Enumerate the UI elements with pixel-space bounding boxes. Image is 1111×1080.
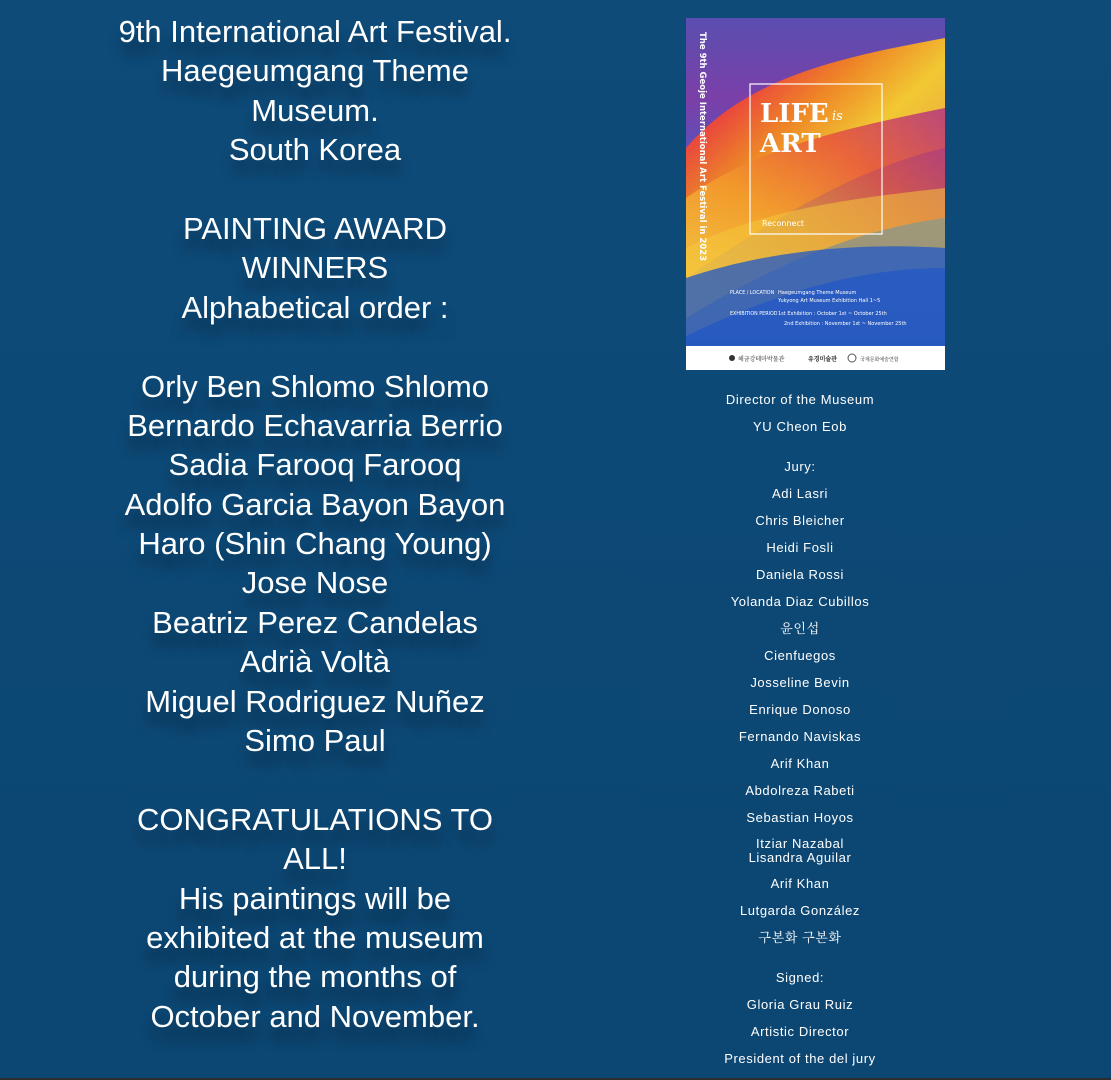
poster-headline-1: LIFE xyxy=(760,99,829,129)
title-line: Haegeumgang Theme xyxy=(161,53,469,89)
signer-name: Gloria Grau Ruiz xyxy=(746,997,854,1012)
jury-list-panel xyxy=(690,390,910,1067)
closing-line: His paintings will be xyxy=(178,880,452,916)
sponsor-logo-1: 해금강테마박물관 xyxy=(738,356,785,363)
director-name: YU Cheon Eob xyxy=(753,419,847,434)
jury-member: 윤인섭 xyxy=(780,621,820,636)
poster-period-1: 1st Exhibition : October 1st ~ October 25th xyxy=(778,311,887,317)
poster-headline-is: is xyxy=(832,109,843,124)
closing-line: during the months of xyxy=(173,959,457,995)
jury-member: Sebastian Hoyos xyxy=(746,810,854,825)
poster-headline-2: ART xyxy=(760,129,821,159)
festival-poster xyxy=(686,18,945,370)
jury-label: Jury: xyxy=(784,459,816,474)
poster-sponsor-logos xyxy=(686,346,945,370)
spacer xyxy=(60,327,570,366)
closing-line: exhibited at the museum xyxy=(146,919,484,955)
jury-member: Abdolreza Rabeti xyxy=(745,783,855,798)
winner-name: Orly Ben Shlomo Shlomo xyxy=(140,368,490,404)
jury-member: Lisandra Aguilar xyxy=(748,850,852,865)
award-line: PAINTING AWARD xyxy=(182,210,448,246)
poster-period-label: EXHIBITION PERIOD xyxy=(730,312,778,317)
poster-vertical-title: The 9th Geoje International Art Festival in 2023 xyxy=(697,32,707,262)
title-line: Museum. xyxy=(251,92,379,128)
jury-member: Adi Lasri xyxy=(772,486,828,501)
jury-member: Itziar Nazabal xyxy=(756,836,844,851)
poster-venue-2: Yukyong Art Museum Exhibition Hall 1~5 xyxy=(778,298,881,304)
poster-subtitle: Reconnect xyxy=(762,219,805,228)
sponsor-logo-2: 유경미술관 xyxy=(808,356,837,363)
festival-title xyxy=(60,12,570,170)
winner-name: Sadia Farooq Farooq xyxy=(168,447,462,483)
sponsor-logo-3: 국제문화예술연합 xyxy=(860,357,899,363)
jury-member: Chris Bleicher xyxy=(755,513,845,528)
winner-name: Adolfo Garcia Bayon Bayon xyxy=(124,486,506,522)
spacer xyxy=(60,760,570,799)
winners-list xyxy=(60,367,570,761)
jury-member: 구본화 구본화 xyxy=(758,930,842,945)
jury-member: Josseline Bevin xyxy=(750,675,850,690)
award-line: WINNERS xyxy=(241,250,389,286)
jury-member: Lutgarda González xyxy=(739,903,861,918)
award-line: Alphabetical order : xyxy=(181,289,449,325)
winner-name: Adrià Voltà xyxy=(240,644,390,680)
jury-member: Heidi Fosli xyxy=(766,540,834,555)
jury-member: Arif Khan xyxy=(770,876,830,891)
poster-artwork xyxy=(686,18,945,346)
spacer xyxy=(60,170,570,209)
poster-venue-label: PLACE / LOCATION xyxy=(730,291,775,296)
poster-venue-1: Haegeumgang Theme Museum xyxy=(778,290,857,296)
jury-member: Daniela Rossi xyxy=(755,567,844,582)
jury-member: Enrique Donoso xyxy=(749,702,851,717)
winner-name: Jose Nose xyxy=(241,565,389,601)
jury-member: Cienfuegos xyxy=(764,648,836,663)
winner-name: Simo Paul xyxy=(244,723,386,759)
winner-name: Beatriz Perez Candelas xyxy=(152,604,478,640)
signed-label: Signed: xyxy=(775,970,825,985)
signer-role-2: President of the del jury xyxy=(724,1051,876,1066)
winner-name: Miguel Rodriguez Nuñez xyxy=(145,683,485,719)
title-line: South Korea xyxy=(228,132,402,168)
closing-line: ALL! xyxy=(283,841,347,877)
closing-line: October and November. xyxy=(150,998,480,1034)
poster-period-2: 2nd Exhibition : November 1st ~ November 25th xyxy=(784,321,907,327)
winner-name: Bernardo Echavarria Berrio xyxy=(127,407,503,443)
awards-announcement xyxy=(60,12,570,1036)
jury-member: Arif Khan xyxy=(770,756,830,771)
title-line: 9th International Art Festival. xyxy=(118,14,512,49)
director-label: Director of the Museum xyxy=(725,392,875,407)
signer-role: Artistic Director xyxy=(750,1024,850,1039)
winner-name: Haro (Shin Chang Young) xyxy=(138,526,492,562)
jury-member: Fernando Naviskas xyxy=(738,729,862,744)
closing-message xyxy=(60,800,570,1036)
closing-line: CONGRATULATIONS TO xyxy=(137,801,493,837)
jury-member: Yolanda Diaz Cubillos xyxy=(730,594,870,609)
award-heading xyxy=(60,209,570,327)
